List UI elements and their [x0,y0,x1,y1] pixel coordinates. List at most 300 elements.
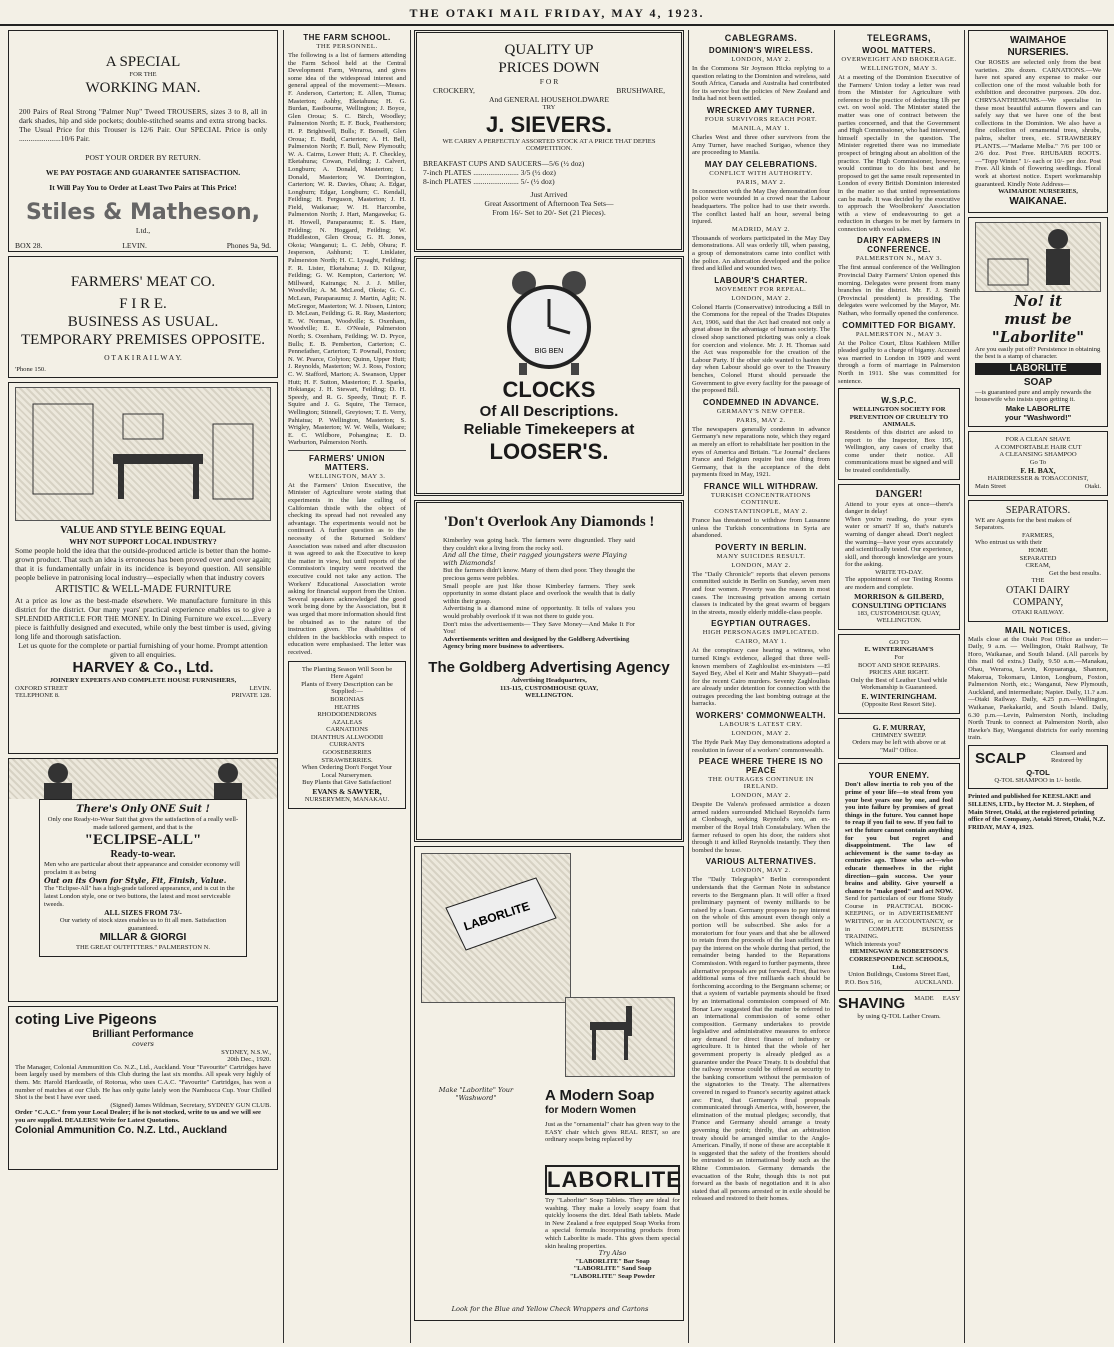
evans-item-4: CARNATIONS [326,726,368,734]
mayday-date: PARIS, MAY 2. [736,178,786,186]
diamonds-p4: Small people are just like those Kimberley farmers. They seek opportunity in some distant place and overlook the wealth that is daily within their grasp. [443,582,635,605]
masthead [0,0,1114,26]
enemy-body: Don't allow inertia to rob you of the prime of your life—to steal from you your best years one by one, and fool you into failure by promises of great things in the future. You cannot hope to reap if you fail to sow. If you fail to set the future cannot contain anything for you but regret and disappointment. The law of achievement is the same to-day as centuries ago. Those who act—who educate themselves in the right direction—gain success. Use your brains and ability. Give yourself a chance to "make good" and act NOW. [845,781,953,895]
suit-body3: The "Eclipse-All" has a high-grade tailored appearance, and is cut in the latest London style, one or two buttons, the latest and most serviceable tweeds. [44,885,235,908]
wspc-body2: Residents of this district are asked to report to the Inspector, Box 195, Wellington, any cases of cruelty that come under their notice. All communications must be signed and will be treated confidentially. [845,428,953,474]
mayday-sub: CONFLICT WITH AUTHORITY. [709,169,813,177]
soap-also-0: "LABORLITE" Bar Soap [575,1257,650,1265]
poverty-sub: MANY SUICIDES RESULT. [716,552,806,560]
enemy-head: YOUR ENEMY. [868,771,930,781]
pigeons-order: Order "C.A.C." from your Local Dealer; if he is not stocked, write to us and we will see you are supplied. DEALERS! Write for Latest Quotations. [15,1109,261,1124]
poverty-date: LONDON, MAY 2. [731,561,791,569]
column-3 [414,30,684,1343]
sievers-firm: J. SIEVERS. [486,111,612,137]
danger-ad [838,484,960,630]
murray-name: G. F. MURRAY, [872,722,926,732]
bax-ad [968,431,1108,496]
separators-company: OTAKI DAIRY [1006,584,1070,596]
column-6 [968,30,1108,1343]
bax-l3: A CLEANSING SHAMPOO [999,451,1077,459]
furniture-ad [8,382,278,754]
wool-head: WOOL MATTERS. [862,46,936,55]
egypt-date: CAIRO, MAY 1. [735,638,787,646]
separators-body: WE are Agents for the best makes of Separators. [975,516,1072,532]
diamonds-p3: But the farmers didn't know. Many of them died poor. They thought the precious gems were pebbles. [443,567,635,582]
evans-item-8: STRAWBERRIES. [321,756,373,764]
bax-go: Go To [1029,458,1047,466]
germany-sub: GERMANY'S NEW OFFER. [716,407,806,415]
sievers-p8: 8-inch PLATES ........................ 5/- (½ doz) [423,176,555,186]
soap-also-1: "LABORLITE" Sand Soap [573,1265,652,1273]
evans-item-7: GOOSEBERRIES [322,749,372,757]
soap-look: Look for the Blue and Yellow Check Wrappers and Cartons [451,1305,649,1314]
pigeons-sub: Brilliant Performance [92,1029,194,1040]
separators-rail: OTAKI RAILWAY. [1012,608,1064,616]
furniture-title2: ARTISTIC & WELL-MADE FURNITURE [54,584,232,595]
laborlite-soap: SOAP [1023,376,1053,388]
poverty-body: The "Daily Chronicle" reports that eleven persons committed suicide in Berlin on Sunday, seven men and four women. Poverty was the reason in most cases. The increasing privation among certain classes is indicated by the great swarm of beggars in the streets, mostly elderly middle-class people. [692,570,830,616]
winter-opp: (Opposite Rest Resort Site). [862,701,936,708]
wspc-body1: WELLINGTON SOCIETY FOR PREVENTION OF CRUELTY TO ANIMALS. [849,406,949,429]
scalp-shampoo: Q-TOL SHAMPOO in 1/- bottle. [994,776,1082,784]
wspc-head: W.S.P.C. [881,396,917,406]
laborlite-ad [968,217,1108,427]
evans-firm: EVANS & SAWYER, [312,787,382,797]
special-for: FOR THE [129,71,157,78]
clock-ad [414,256,684,496]
egypt-sub: HIGH PERSONAGES IMPLICATED. [702,629,820,637]
france-sub: TURKISH CONCENTRATIONS CONTINUE. [710,491,812,506]
wireless-body: In the Commons Sir Joynson Hicks replying to a question relating to the Dominion and wireless, said South Africa, Canada and Australia had contributed for its service but the policies of New Zealand and India had not been settled. [692,65,830,103]
furniture-body: Some people hold the idea that the outside-produced article is better than the home-grown product. That such an idea is erroneous has been proved over and over again; that it is fundamentally unfair in its incidence is beyond question. All sensible people believe in patronising local industry—especially when that industry covers [15,546,271,582]
special-order: It Will Pay You to Order at Least Two Pairs at This Price! [49,182,237,192]
charter-sub: MOVEMENT FOR REPEAL. [715,285,807,293]
suit-tag: THE GREAT OUTFITTERS." PALMERSTON N. [75,944,211,952]
farm-title: THE FARM SCHOOL. [303,33,391,42]
scalp-row [975,750,1101,768]
nurseries-title: WAIMAHOE [1009,35,1067,46]
evans-lead: The Planting Season Will Soon be Here Again! [301,665,393,681]
housewife-icon [978,225,1098,289]
danger-p3: The appointment of our Testing Rooms are modern and complete. [845,576,953,592]
evans-item-3: AZALEAS [331,718,363,726]
enemy-ad [838,763,960,991]
furniture-quote: Let us quote for the complete or partial furnishing of your home. Prompt attention given to all enquiries. [18,641,268,659]
separators-cream: CREAM, [1025,562,1051,570]
dining-room-icon [23,394,263,514]
bax-l2: A COMFORTABLE HAIR CUT [994,443,1082,451]
laborlite-q: Are you easily put off? Persistence in obtaining the best is a stamp of character. [975,345,1101,361]
mayday-date2: MADRID, MAY 2. [731,225,791,233]
separators-ad [968,500,1108,622]
furniture-headline: VALUE AND STYLE BEING EQUAL [60,525,226,536]
mail-head: MAIL NOTICES. [1005,625,1071,635]
winter-name: E. WINTERINGHAM'S [864,646,934,654]
danger-p2: When you're reading, do your eyes water or smart? If so, that's nature's warning of danger ahead. Don't neglect the warning—have your eyes accurately and scientifically tested. Our experience, skill, and thorough knowledge are yours for the asking. [845,515,953,569]
danger-city: WELLINGTON. [876,617,922,625]
murray-trade: CHIMNEY SWEEP. [871,731,927,739]
furniture-street: OXFORD STREET [15,684,68,692]
sievers-l2: PRICES DOWN [498,60,600,76]
alternatives-date: LONDON, MAY 2. [731,867,791,875]
winter-for: For [894,654,904,662]
laborlite-name: "Laborlite" [991,327,1085,346]
shaving-easy: EASY [942,995,960,1003]
nurseries-body: Our ROSES are selected only from the best varieties. 20s dozen. CARNATIONS.—We have not spared any expense to make our collection one of the most valuable both for exhibition and decorative purposes. 20s doz. CHRYSANTHEMUMS.—We specialise in these most beautiful autumn flowers and can safely say that we have one of the best collections in the Dominion. We also have a fine collection of ornamental trees, shrubs, palms, shelter trees, etc. STRAWBERRY PLANTS.—"Madame Melba." 7/6 per 100 or 2/6 doz. Post Free. RHUBARB ROOTS.—"Topp Winter." 1/- each or 10/- per doz. Post Free. All kinds of flowering seedlings. Floral work at shortest notice. Expert workmanship guaranteed. Kindly Note Address— [975,59,1101,188]
mayday-body: In connection with the May Day demonstration four police were wounded in a crowd near the Labour headquarters. The police had to use their swords. The conflict lasted half an hour, several being injured. [692,187,830,226]
separators-the: THE [1031,577,1045,585]
dairy-body: The first annual conference of the Wellington Provincial Dairy Farmers' Union opened this morning. Delegates were present from many branches in the district. Mr. F. J. Smith (Provincial president) is presiding. The delegates were welcomed by the Mayor, Mr. Nathan, who formally opened the conference. [838,264,960,318]
shaving-by: by using Q-TOL Lather Cream. [857,1013,941,1021]
pigeons-sign: (Signed) James Wildman, Secretary, SYDNEY GUN CLUB. [110,1101,271,1109]
column-4 [692,30,830,1343]
commonwealth-sub: LABOUR'S LATEST CRY. [719,721,803,729]
sievers-for: F O R [539,77,559,86]
laborlite-body: —is guaranteed pure and amply rewards the housewife who insists upon getting it. [975,388,1092,404]
winter-goods: BOOT AND SHOE REPAIRS. [857,661,941,669]
scalp-qtol: Q-TOL [1026,767,1050,777]
soap-also-2: "LABORLITE" Soap Powder [569,1272,656,1280]
suit-slogan: Out on its Own for Style, Fit, Finish, Value. [44,876,227,886]
germany-head: CONDEMNED IN ADVANCE. [702,397,820,407]
wool-sub: OVERWEIGHT AND BROKERAGE. [841,56,957,63]
column-rule [964,30,965,1343]
pigeons-loc: SYDNEY, N.S.W., [221,1048,271,1056]
separators-company2: COMPANY, [1012,596,1064,608]
evans-intro: Plants of Every Description can be Supplied:— [301,680,393,696]
furniture-tel: TELEPHONE 8. [15,692,60,700]
bigamy-head: COMMITTED FOR BIGAMY. [842,320,956,330]
column-rule [410,30,411,1343]
germany-date: PARIS, MAY 2. [736,416,786,424]
wspc-notice [838,388,960,479]
soap-ad [414,846,684,1321]
dairy-head: DAIRY FARMERS IN CONFERENCE. [856,236,941,255]
danger-addr: 183, CUSTOMHOUSE QUAY, [857,609,941,617]
ireland-head: PEACE WHERE THERE IS NO PEACE [698,757,824,776]
soap-body: Just as the "ornamental" chair has given way to the EASY chair which gives REAL REST, so are ordinary soaps being replaced by [545,1121,680,1144]
housewife-illustration [975,222,1101,292]
furniture-illustration [15,387,271,521]
suit-body2: Men who are particular about their appearance and consider economy will proclaim it as being [44,861,240,876]
soap-box-icon [426,858,566,998]
sievers-assort: Great Assortment of Afternoon Tea Sets— [484,198,614,208]
farm-sub: THE PERSONNEL. [316,43,378,50]
diamonds-p6: Don't miss the advertisements— They Save Money—And Make It For You! [443,620,635,636]
special-ad [8,30,278,252]
wrecked-sub: FOUR SURVIVORS REACH PORT. [704,115,818,123]
bax-street-row [975,483,1101,491]
sievers-ad [414,30,684,252]
shaving-made: MADE [914,995,934,1003]
sievers-goods2: BRUSHWARE, [616,86,665,95]
suit-variety: Our variety of stock sizes enables us to fit all men. Satisfaction guaranteed. [59,917,227,932]
diamonds-title: 'Don't Overlook Any Diamonds ! [443,514,655,530]
sievers-goods1: CROCKERY, [433,86,475,95]
diamonds-p7: Advertisements written and designed by the Goldberg Advertising Agency bring more business to advertisers. [443,635,630,651]
shaving-ad [838,995,960,1021]
special-town: LEVIN. [122,240,147,250]
nurseries-title2: NURSERIES. [1007,47,1069,58]
soap-brand: LABORLITE [545,1165,680,1195]
soap-copy [545,1087,680,1144]
evans-item-0: BORONIAS [330,695,364,703]
soap-caption: Make "Laborlite" Your "Washword" [438,1086,514,1102]
meat-fire: F I R E. [119,296,167,312]
evans-place: NURSERYMEN, MANAKAU. [304,796,390,804]
laborlite-must: must be [1004,309,1072,328]
union-body: At the Farmers' Union Executive, the Minister of Agriculture wrote stating that experiments in the late culling of Californian thistle with the object of checking its spread had not revealed any advantage. The experiments would not be continued. A further question as to the necessity of the Returned Soldiers' Association was raised and after discussion it was agreed to ask the Executive to keep the matter in view, but until reports of the Commission's inquiry were received the executive could not take any action. The Workers' Educational Association wrote asking for financial support from the Union. Several speakers acknowledged the good work being done by the Association, but it was urged that more information should first be obtained as to the nature of the instruction given. The disabilities of children in the backblocks with respect to education were emphasised. The letter was received. [288,481,406,656]
laborlite-brand: LABORLITE [975,363,1101,375]
nurseries-place: WAIKANAE. [1009,195,1067,207]
sievers-carry: WE CARRY A PERFECTLY ASSORTED STOCK AT A PRICE THAT DEFIES COMPETITION. [442,137,656,153]
imprint-date: FRIDAY, MAY 4, 1923. [968,823,1034,831]
diamonds-city: WELLINGTON. [524,692,574,700]
winter-prices: PRICES ARE RIGHT. [869,669,929,677]
charter-body: Colonel Harris (Conservative) introducing a Bill in the Commons for the repeal of the Trades Disputes Act, 1906, said that the Act had created not only a great abuse in the advantage of human society. The closed shop sanctioned picketing was only a cloak for coercion and violence. Mr. J. H. Thomas said the Act was responsible for the creation of the Labour Party. If the other side wanted to hasten the day when Labour should go over to the Treasury benches, Colonel Hurst should persuade the Government to give every facility for the passage of the proposed Bill. [692,303,830,395]
bigamy-date: PALMERSTON N., MAY 3. [855,330,943,338]
sievers-cups: BREAKFAST CUPS AND SAUCERS—5/6 (½ doz) [423,158,585,168]
ireland-sub: THE OUTRAGES CONTINUE IN IRELAND. [708,776,814,791]
meat-temp: TEMPORARY PREMISES OPPOSITE. [20,332,266,348]
charter-head: LABOUR'S CHARTER. [714,275,808,285]
chair-illustration [565,997,675,1077]
pigeons-firm: Colonial Ammunition Co. N.Z. Ltd., Auckland [15,1124,228,1136]
special-target: WORKING MAN. [85,79,201,96]
column-2 [288,30,406,1343]
france-body: France has threatened to withdraw from Lausanne unless the Turkish concentrations in Syria are abandoned. [692,516,830,540]
diamonds-addr: 113-115, CUSTOMHOUSE QUAY, [500,684,598,692]
danger-p1: Attend to your eyes at once—there's danger in delay! [845,500,953,516]
wrecked-date: MANILA, MAY 1. [732,124,790,132]
laborlite-no: No! it [1013,291,1063,310]
pigeons-date: 20th Dec., 1920. [227,1056,271,1064]
enemy-city: AUCKLAND. [914,978,953,986]
egypt-body: At the conspiracy case hearing a witness, who turned King's evidence, alleged that three well-known members of Zaghloulist ex-ministers —El Sayed Bey, Abel el Keir and Mahir Shayyati—paid for the recent Cairo murders. Seventy Zaghloulists are already under detention for connection with the outrages preceding the last bombing outrage at the barracks. [692,647,830,708]
column-rule [688,30,689,1343]
imprint-body: Printed and published for KEESLAKE and SILLENS, LTD., by Hector M. J. Stephen, of Main Street, Otaki, at the registered printing office of the Company, Aotaki Street, Otaki, N.Z. [968,793,1106,824]
winter-only: Only the Best of Leather Used while Workmanship is Guaranteed. [850,676,948,692]
evans-buy: Buy Plants that Give Satisfaction! [302,779,392,787]
nurseries-firm: WAIMAHOE NURSERIES, [998,188,1078,196]
gentlemen-icon [18,759,268,799]
soap-headline2: for Modern Women [545,1105,636,1116]
clock-l4: LOOSER'S. [489,439,609,464]
suit-illustration [9,759,277,799]
diamonds-p5: Advertising is a diamond mine of opportunity. It tells of values you would probably overlook if it was not there to guide you. [443,605,635,620]
farm-body: The following is a list of farmers attending the Farm School held at the Central Development Farm, Weraroa, and gives some idea of the widespread interest and general appeal of the movement:—Messrs. F. Anderson, Carterton; E. Allen, Tiuma; Masterton; Ashby, Eketahuna; H. G. Burdan, Eastbourne, Wellington; J. Boyce, Glen Oroua; S. C. Birch, Woodley; Palmerston North; E. F. Buck, Featherston; H. P. Brightwell, Bulls; F. Borsell, Glen Oroua; E. Budd, Carterton; A. H. Bell, Palmerston North; F. Bull, New Plymouth; W. A. Cairns, Lower Hutt; A. F. Checkley, Eketahuna; Cowan, Feilding; J. Calvert, Longburn; A. Donald, Masterton; L. Donald, Masterton; W. Dorrington, Carterton; W. R. Davies, Ohau; A. Edgar, Longburn; Edgar, Longburn; C. Kendall, Feilding; H. Ferguson, Masterton; J. H. Field, Waikanae; W. H. Harcombe, Palmerston North; J. Hart, Mangaweka; G. H. Howell, Paraparaumu; E. S. Hare, Feilding; N. Hoggard, Feilding; W. Huddleston, Glen Oroua; G. H. Jones, Okoia; Wanganui; L. C. Jebb, Ohura; F. Jesperson, Ashhurst; T. Linklater, Palmerston North; H. C. Lysaght, Feilding; F. R. Lister, Eketahuna; J. D. Kilgour, Feilding; G. W. Kempton, Carterton; W. Millward, Kairanga; N. J. J. Miller, Woodville; A. M. McLeod, Okoia; G. C. McLean, Paraparaumu; J. Martin, Aglit; N. McGregor, Masterton; W. J. Nissen, Linton; D. McLean, Feilding; G. R. Ray, Masterton; E. W. Norman, Woodville; S. Oxenham, Woodville; E. E. O'Neale, Palmerston North; S. Oxenham, Feilding; W. D. Pryce, Bulls; E. B. Pemberton, Carterton; C. Pennefather, Carterton; T. Pownall, Foxton; N. W. Pearce, Colyton; Quinn, Upper Hutt; J. Reynolds, Masterton; W. J. Ross, Foxton; C. W. Stafford, Marton; A. Swanson, Upper Hutt; H. F. Sutton, Masterton; F. J. Sparks, Hokianga; J. H. Stewart, Feilding; D. H. Speedy, and R. G. Speedy, Tinui; F. F. Squire and J. G. Squire, The Terrace, Wellington; Stinnell, Greytown; T. E. Verry, Pahiatua; P. Wellington, Masterton; S. Wrigley, Masterton; W. W. Wells, Waikare; E. C. Wildbore, Pohangina; E. D. Warburton, Palmerston North. [288,52,406,447]
suit-headline: There's Only ONE Suit ! [76,804,210,815]
furniture-sub: WHY NOT SUPPORT LOCAL INDUSTRY? [69,537,217,546]
furniture-body2: At a price as low as the best-made elsewhere. We manufacture furniture in this district for the district. Our many years' practical experience enables us to give a SPLENDID ARTICLE FOR THE MONEY. In Dining Furniture we excel......Every piece is faithfully designed and executed, while only the best timber is used, giving long life and thorough satisfaction. [15,596,271,641]
suit-firm: MILLAR & GIORGI [99,932,187,944]
wrecked-head: WRECKED AMY TURNER. [706,105,816,115]
soap-box-illustration [421,853,571,1003]
special-firm: Stiles & Matheson, [25,199,261,225]
suit-ad [8,758,278,1002]
france-head: FRANCE WILL WITHDRAW. [703,481,819,491]
furniture-town: LEVIN. [249,684,271,692]
enemy-box: P.O. Box 516, [845,978,882,986]
danger-firm: MORRISON & GILBERD, [854,591,944,601]
pigeons-ad [8,1006,278,1170]
column-rule [283,30,284,1343]
pigeons-title: coting Live Pigeons [15,1011,157,1028]
clock-l1: CLOCKS [502,377,596,402]
germany-body: The newspapers generally condemn in advance Germany's new reparations note, which they regard as merely an effort to rehabilitate her position in the eyes of America and Britain. "Le Journal" declares France and Belgium require but one thing from Germany, that is the acceptance of the debt payments fixed in May, 1921. [692,425,830,479]
soap-headline: A Modern Soap [545,1087,655,1104]
sievers-p7: 7-inch PLATES ........................ 3/5 (½ doz) [423,167,556,177]
commonwealth-head: WORKERS' COMMONWEALTH. [695,711,827,721]
separators-head: SEPARATORS. [1005,504,1071,516]
suit-panel [39,799,247,957]
scalp-side: Cleansed and Restored by [1051,749,1087,765]
masthead-text: THE OTAKI MAIL FRIDAY, MAY 4, 1923. [409,6,705,20]
meat-usual: BUSINESS AS USUAL. [67,314,219,330]
soap-try: Try Also [598,1249,627,1258]
special-box: BOX 28. [15,240,43,250]
soap-box-label: LABORLITE [461,898,532,934]
diamonds-p2: And all the time, their ragged youngsters were Playing with Diamonds! [443,551,627,567]
furniture-private: PRIVATE 128. [231,692,271,700]
soap-body2: Try "Laborlite" Soap Tablets. They are ideal for washing. They make a lovely soapy foam that quickly loosens the dirt. Ideal Bath tablets. Made in New Zealand a free equipped Soap Works from a special formula incorporating products from which Laborlite is made. This gives them special skin healing properties. [545,1197,680,1250]
enemy-addr: Union Buildings, Customs Street East, [848,971,950,979]
suit-body: Only one Ready-to-Wear Suit that gives the satisfaction of a really well-made tailored garment, and that is the [47,816,239,831]
union-title: FARMERS' UNION MATTERS. [308,453,385,472]
column-5 [838,30,960,1343]
mayday-head: MAY DAY CELEBRATIONS. [704,159,818,169]
bax-town: Otaki. [1084,483,1101,491]
shaving-brand: SHAVING [838,995,906,1013]
wool-body: At a meeting of the Dominion Executive of the Farmers' Union today a letter was read from the Minister for Agriculture with reference to the practice of deducting 1lb per cwt. on wool sold. The Minister stated the matter was one of contract between the parties concerned, and that the Government and High Commissioner, who had intervened, himself specially in the question. The Minister regretted there was no immediate prospect of bringing about an abolition of the practice. The High Commissioner, however, would continue to do his best and he proposed to get the same result represented in London of every British Dominion interested in the matter so that united representations can be made. It was decided by the executive to approach the Woolbrokers' Association with a view of endeavouring to get a reduction in charges to be met by farmers in connection with wool sales. [838,74,960,233]
nurseries-ad [968,30,1108,213]
meat-phone: 'Phone 150. [15,366,46,373]
pigeons-body: The Manager, Colonial Ammunition Co. N.Z., Ltd., Auckland. Your "Favourite" Cartridges have been largely used by members of this Club during the last six months. All speak very highly of them. Mr. Harold Hardcastle, of Rotorua, who uses C.A.C. "Favourite" Cartridges, has won a number of matches at our Club. He has only quite lately won the Nambucca Cup. Your Chilled Shot is the best I have ever used. [15,1063,271,1102]
ireland-body: Despite De Valera's professed armistice a dozen armed raiders surrounded Michael Reynold's farm at Clonbeagh, seeking Reynold's son, an ex-member of the Royal Irish Constabulary. When the farmer refused to open his door, the raiders shot through it and killed Reynolds instantly. They then bombed the house. [692,801,830,854]
furniture-desc: JOINERY EXPERTS AND COMPLETE HOUSE FURNISHERS, [49,677,237,684]
clock-l2: Of All Descriptions. [479,403,619,420]
mayday-body2: Thousands of workers participated in the May Day demonstrations. All was orderly till, when passing, a group of demonstrators came into conflict with the police. An altercation developed and the police fired and killed and wounded two. [692,234,830,273]
suit-ready: Ready-to-wear. [110,849,176,861]
meat-rail: O T A K I R A I L W A Y. [104,353,182,362]
winter-firm: E. WINTERINGHAM. [861,692,937,701]
diamonds-ad [414,500,684,842]
special-guarantee: WE PAY POSTAGE AND GUARANTEE SATISFACTION. [45,167,241,177]
special-footer [15,241,271,250]
diamonds-hq: Advertising Headquarters, [511,676,587,684]
laborlite-wash: your "Washword!" [1004,413,1072,423]
evans-order: When Ordering Don't Forget Your Local Nurserymen. [301,764,393,779]
furniture-firm: HARVEY & Co., Ltd. [72,659,214,676]
enemy-firm: HEMINGWAY & ROBERTSON'S CORRESPONDENCE SCHOOLS, Ltd., [849,948,949,971]
sievers-goods-row [423,86,675,95]
murray-orders: Orders may be left with above or at "Mail" Office. [852,739,946,754]
meat-title: FARMERS' MEAT CO. [70,274,216,290]
shaving-row [838,995,960,1013]
furniture-street-row [15,685,271,693]
sievers-arrived: Just Arrived [530,189,568,199]
special-phones: Phones 9a, 9d. [226,240,271,250]
danger-desc: CONSULTING OPTICIANS [851,600,947,610]
bax-trade: HAIRDRESSER & TOBACCONIST, [987,475,1089,483]
separators-home: HOME [1028,547,1048,554]
france-date: CONSTANTINOPLE, MAY 2. [714,507,808,515]
evans-item-6: CURRANTS [329,741,365,749]
evans-item-1: HEATHS [334,703,360,711]
meat-ad [8,256,278,378]
charter-date: LONDON, MAY 2. [731,294,791,302]
murray-ad [838,718,960,760]
bax-name: F. H. BAX, [1020,466,1056,476]
sievers-range: From 16/- Set to 20/- Set (21 Pieces). [492,207,606,217]
egypt-head: EGYPTIAN OUTRAGES. [711,619,811,629]
sievers-goods3: And GENERAL HOUSEHOLDWARE [489,95,609,104]
winter-go: GO TO [889,638,909,646]
cablegrams-title: CABLEGRAMS. [724,33,798,43]
commonwealth-date: LONDON, MAY 2. [731,730,791,738]
soap-details [545,1197,680,1281]
special-post: POST YOUR ORDER BY RETURN. [85,152,201,162]
alarm-clock-icon [494,267,604,377]
scalp-ad [968,745,1108,790]
bax-l1: FOR A CLEAN SHAVE [1005,436,1071,444]
wireless-head: DOMINION'S WIRELESS. [708,46,814,55]
telegrams-title: TELEGRAMS, [866,33,931,43]
bigamy-body: At the Police Court, Eliza Kathleen Miller pleaded guilty to a charge of bigamy. Accused was married in London in 1909 and went through a form of marriage in Palmerston North in 1911. She was committed for sentence. [838,339,960,385]
danger-head: DANGER! [875,488,923,500]
separators-sep: SEPARATED [1019,554,1057,562]
separators-get: Get the best results. [1048,569,1101,577]
suit-sizes: ALL SIZES FROM 73/- [104,908,182,918]
alternatives-head: VARIOUS ALTERNATIVES. [705,857,817,867]
scalp-brand: SCALP [975,749,1026,767]
dairy-date: PALMERSTON N., MAY 3. [855,255,943,263]
alternatives-body: The "Daily Telegraph's" Berlin correspondent understands that the German Note in substance reverts to the Bergmann plan. It will offer a fixed preliminary payment of twenty milliards to be raised by a loan. Germany proposes to pay interest on the whole of this amount even though only a portion will be subscribed. She asks for a moratorium for four years and that she be allowed to retain from the proceeds of the loan sufficient to pay the interest on the whole during that period, the remainder being handed to the Reparations Commission. With regard to further payments, three alternative proposals are put forward. First, that two additional sums of five milliards each should be forthcoming according to the Bergmann scheme; or that a system of variable payments should be fixed by an international commission composed of Mr. Bonar Law suggested that the matter be referred to an international commission of some other composition. Germany undertakes to provide legislative and administrative measures to enforce any demand for direct finance of industry or agriculture. It is hinted that the whole of her government property is already pledged as a guarantee under the Peace Treaty. It is doubtful that the railway revenue could be offered as security to the banking consortium without the permission of the signatories to the Treaty. The alternatives covered in regard to France's security against attack are: First, that Germany's final proposals communicated through America, with, however, the elimination of the mutual pledges; secondly, that France and Germany should arrange a treaty governing the point; thirdly, that an arbitration treaty should be arranged similar to the Anglo-American. Finally, if none of these are acceptable it is suggested that the safety of the frontiers should be entrusted to an international body such as the Rhine Commission. Germany demands the evacuation of the Ruhr, though this is not put forward as the basis of negotiation and it is also stated that all persons arrested or in exile should be released and restored to their homes. [692,876,830,1203]
evans-item-2: RHODODENDRONS [317,711,377,719]
diamonds-firm: The Goldberg Advertising Agency [428,658,670,676]
diamonds-p1: Kimberley was going back. The farmers were disgruntled. They said they couldn't eke a living from the rocky soil. [443,537,635,552]
danger-write: WRITE TO-DAY. [875,568,923,576]
ireland-date: LONDON, MAY 2. [731,792,791,800]
diamonds-body [423,537,675,651]
sievers-l1: QUALITY UP [504,42,594,58]
separators-who: Who entrust us with their [975,539,1043,547]
mail-body: Mails close at the Otaki Post Office as under:— Daily, 9 a.m. — Wellington, Otaki Railway, Te Horo, Waikanae, and South Island. (All parcels by this mail 6d extra.) Daily, 9.50 a.m.—Manakau, Ohau, Weraroa, Levin, Kopuaranga, Shannon, Makerua, Tokomaru, Linton, Longburn, Foxton, Palmerston North, etc.; Wanganui, New Plymouth, Auckland, and intermediate; Napier. Daily, 11.? a.m.—Otaki Railway. Daily, 4.25 p.m.—Wellington, Waikanae, Paekakariki, and South Island. Daily, 6.30 p.m.—Levin, Palmerston North, including North Trunk to connect at Palmerston North, also Hawke's Bay, Wanganui districts for early morning train. [968,635,1108,742]
wool-date: WELLINGTON, MAY 3. [860,65,938,72]
column-1 [8,30,278,1343]
enemy-which: Which interests you? [845,940,901,948]
commonwealth-body: The Hyde Park May Day demonstrations adopted a resolution in favour of a workers' commonwealth. [692,739,830,754]
chair-icon [570,1002,670,1072]
clock-l3: Reliable Timekeepers at [463,421,635,438]
special-ltd: Ltd., [135,225,151,235]
furniture-phone-row [15,692,271,700]
evans-item-5: DIANTHUS ALLWOODII [310,733,384,741]
suit-name: "ECLIPSE-ALL" [84,832,202,849]
clock-illustration [423,267,675,377]
enemy-box-row [845,979,953,987]
laborlite-make: Make LABORLITE [1005,404,1071,414]
pigeons-covers: covers [132,1040,154,1048]
bax-street: Main Street [975,483,1006,491]
wireless-date: LONDON, MAY 2. [731,56,791,63]
winteringham-ad [838,634,960,714]
wrecked-body: Charles West and three other survivors from the Amy Turner, have reached Surigao, whence they are proceeding to Manila. [692,133,830,157]
union-dateline: WELLINGTON, MAY 3. [308,472,386,480]
evans-ad [288,661,406,809]
special-title: A SPECIAL [105,54,181,70]
special-body: 200 Pairs of Real Strong "Palmer Nup" Tweed TROUSERS, sizes 3 to 8, all in dark shades, hip and side pockets; double-stitched seams and extra strong backs. The Usual Price for this Trouser is 12/6 Pair. Our SPECIAL Price is only ......................10/6 Pair. [19,106,267,143]
